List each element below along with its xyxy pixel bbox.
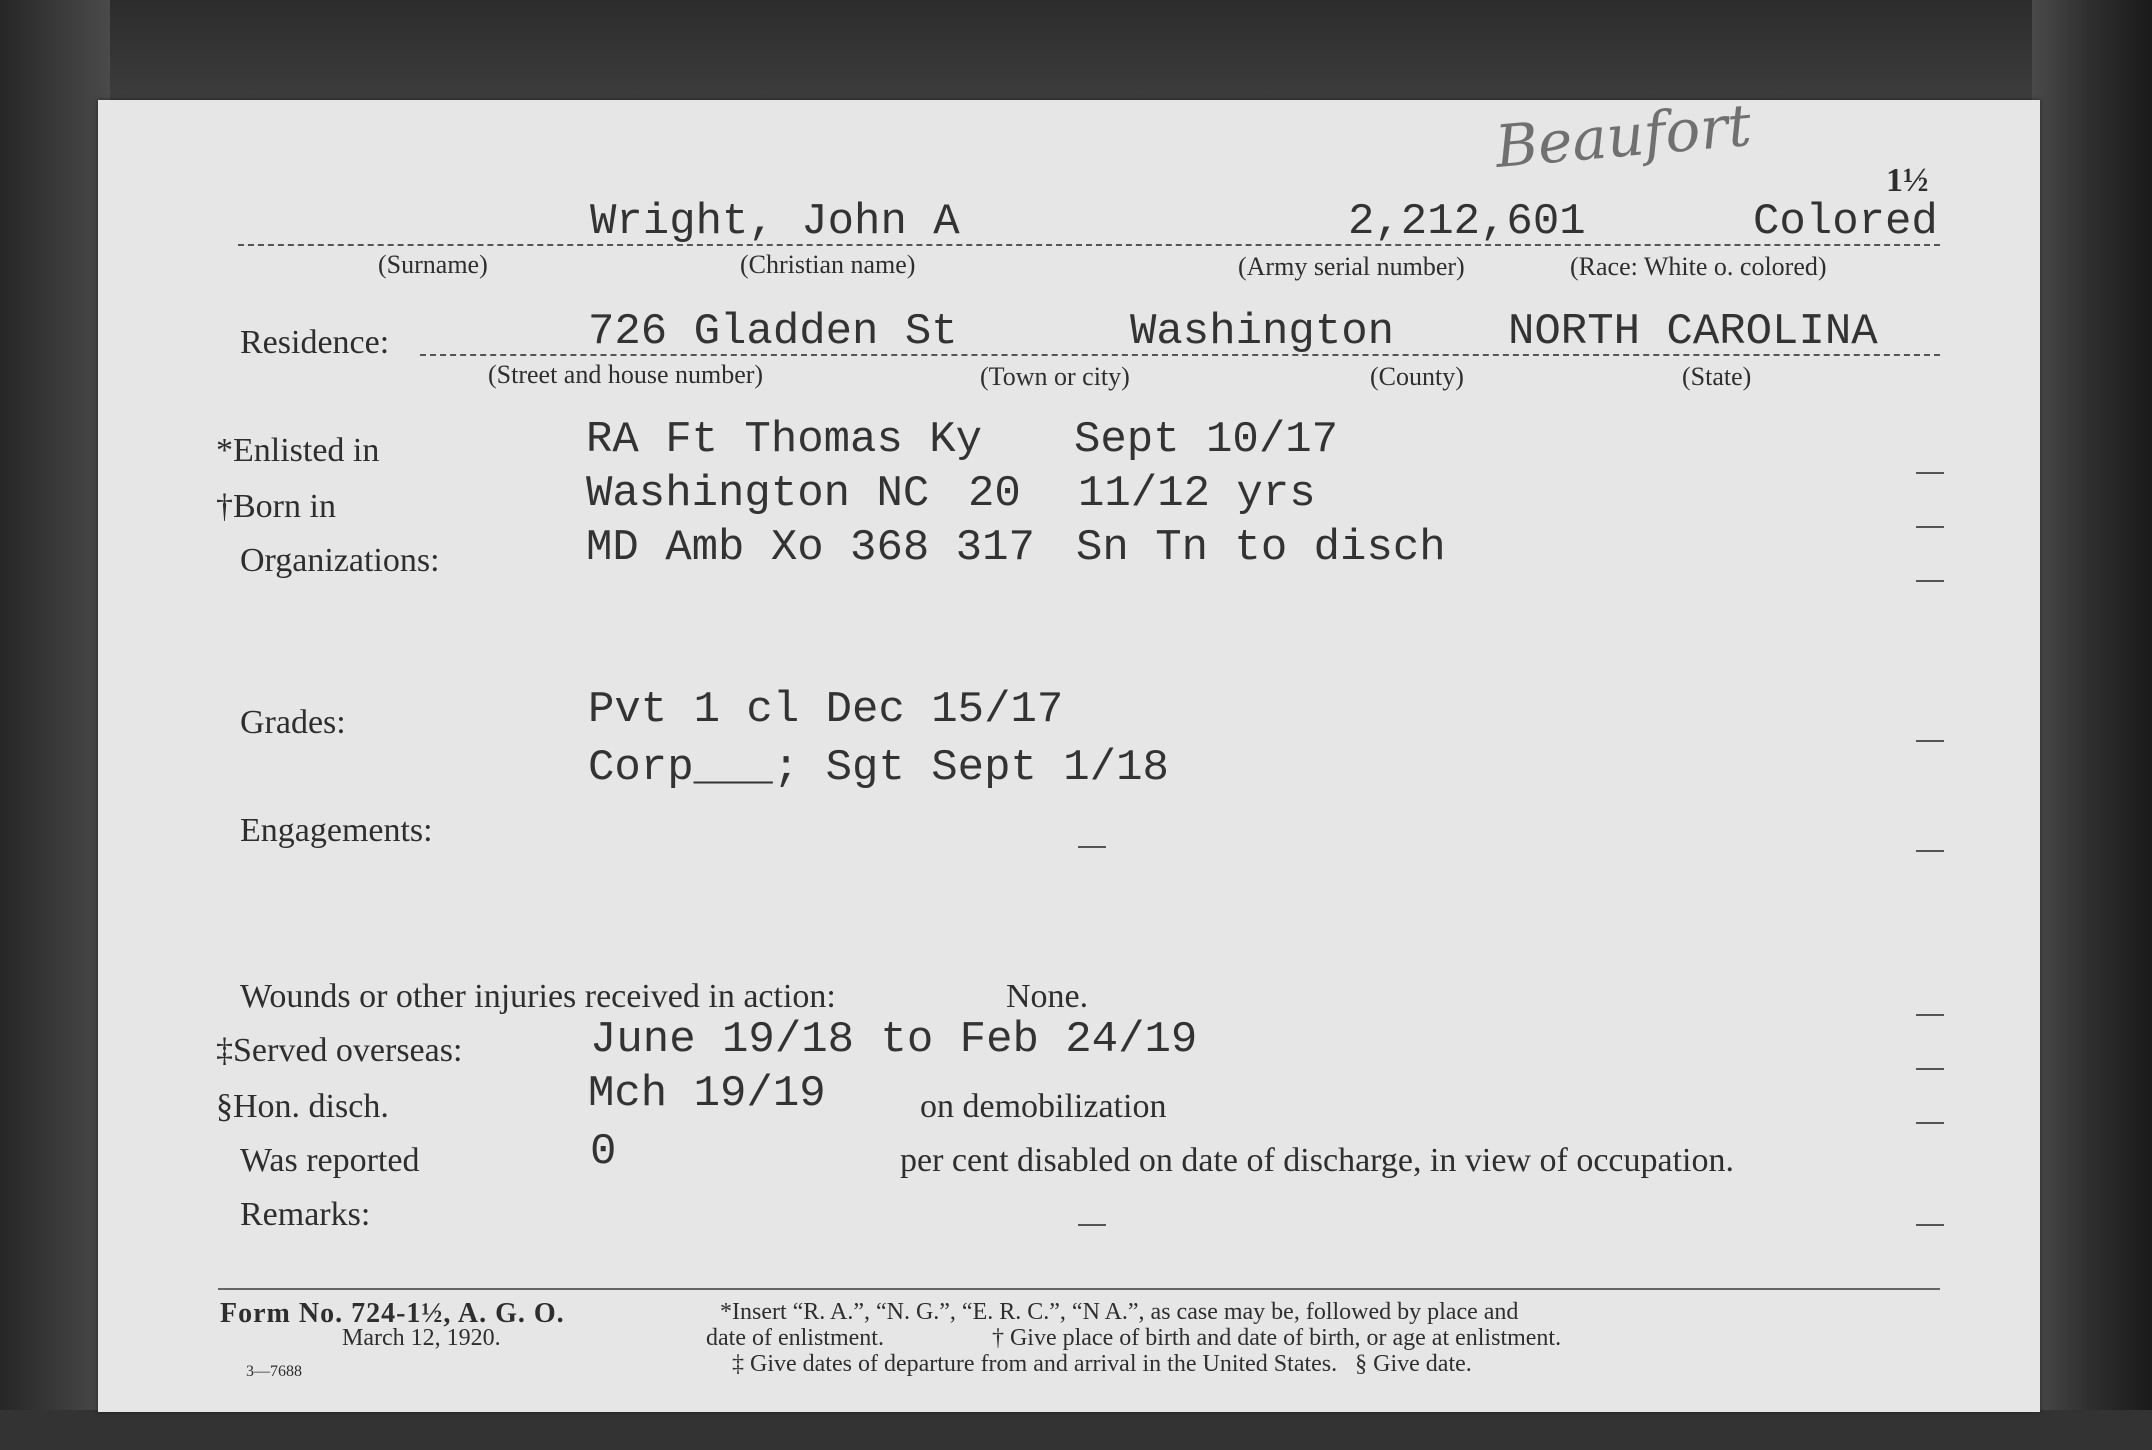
dash-mark xyxy=(1916,1014,1944,1016)
dash-mark xyxy=(1916,1224,1944,1226)
hon-disch-label: §Hon. disch. xyxy=(216,1088,389,1125)
enlisted-label: *Enlisted in xyxy=(216,432,380,469)
scan-background-left xyxy=(0,0,110,1450)
grades-line-1: Pvt 1 cl Dec 15/17 xyxy=(588,685,1064,735)
dash-mark xyxy=(1916,526,1944,528)
organizations-label: Organizations: xyxy=(240,542,440,579)
residence-state: NORTH CAROLINA xyxy=(1508,307,1878,357)
soldier-name: Wright, John A xyxy=(590,197,960,247)
reported-percent: 0 xyxy=(590,1127,617,1177)
reported-text: per cent disabled on date of discharge, in view of occupation. xyxy=(900,1142,1734,1179)
served-overseas-label: ‡Served overseas: xyxy=(216,1032,463,1069)
grades-line-2: Corp___; Sgt Sept 1/18 xyxy=(588,743,1169,793)
residence-label: Residence: xyxy=(240,324,390,361)
enlisted-date: Sept 10/17 xyxy=(1074,415,1339,465)
scan-background-top xyxy=(0,0,2152,110)
grades-label: Grades: xyxy=(240,704,346,741)
residence-rule xyxy=(420,354,1940,356)
reported-label: Was reported xyxy=(240,1142,420,1179)
hon-disch-reason: on demobilization xyxy=(920,1088,1167,1125)
dash-mark xyxy=(1916,1068,1944,1070)
footnote-line-1: *Insert “R. A.”, “N. G.”, “E. R. C.”, “N A.”, as case may be, followed by place and xyxy=(720,1299,1519,1325)
handwritten-county-note: Beaufort xyxy=(1492,90,1754,181)
print-code: 3—7688 xyxy=(246,1363,302,1380)
wounds-label: Wounds or other injuries received in action: xyxy=(240,978,836,1015)
dash-mark xyxy=(1078,846,1106,848)
born-age-years: 20 xyxy=(968,469,1021,519)
born-label: †Born in xyxy=(216,488,336,525)
town-caption: (Town or city) xyxy=(980,362,1130,391)
dash-mark xyxy=(1916,472,1944,474)
scan-background-bottom xyxy=(0,1410,2152,1450)
dash-mark xyxy=(1916,1122,1944,1124)
hon-disch-date: Mch 19/19 xyxy=(588,1069,826,1119)
born-place: Washington NC xyxy=(586,469,930,519)
christian-name-caption: (Christian name) xyxy=(740,250,916,279)
footnote-line-3: ‡ Give dates of departure from and arrival in the United States. § Give date. xyxy=(732,1351,1472,1377)
state-caption: (State) xyxy=(1682,362,1752,391)
serial-caption: (Army serial number) xyxy=(1238,252,1465,281)
footnote-line-2: date of enlistment. † Give place of birth and date of birth, or age at enlistment. xyxy=(706,1325,1562,1351)
dash-mark xyxy=(1916,740,1944,742)
organizations-tail: Sn Tn to disch xyxy=(1076,523,1446,573)
form-date: March 12, 1920. xyxy=(342,1325,501,1351)
race-caption: (Race: White o. colored) xyxy=(1570,252,1827,281)
scan-background-right xyxy=(2032,0,2152,1450)
race-value: Colored xyxy=(1753,197,1938,247)
dash-mark xyxy=(1916,580,1944,582)
county-caption: (County) xyxy=(1370,362,1464,391)
service-record-card xyxy=(98,90,2040,1412)
corner-mark: 1½ xyxy=(1886,162,1929,199)
residence-street: 726 Gladden St xyxy=(588,307,958,357)
form-number: Form No. 724-1½, A. G. O. xyxy=(220,1298,565,1329)
surname-caption: (Surname) xyxy=(378,250,488,279)
dash-mark xyxy=(1078,1224,1106,1226)
residence-town: Washington xyxy=(1130,307,1395,357)
served-overseas-value: June 19/18 to Feb 24/19 xyxy=(590,1015,1198,1065)
wounds-value: None. xyxy=(1006,978,1089,1015)
dash-mark xyxy=(1916,850,1944,852)
engagements-label: Engagements: xyxy=(240,812,433,849)
street-caption: (Street and house number) xyxy=(488,360,764,389)
born-age-fraction: 11/12 yrs xyxy=(1078,469,1316,519)
remarks-label: Remarks: xyxy=(240,1196,371,1233)
header-rule xyxy=(238,244,1940,246)
army-serial-number: 2,212,601 xyxy=(1348,197,1586,247)
footer-rule xyxy=(218,1288,1940,1290)
organizations-value: MD Amb Xo 368 317 xyxy=(586,523,1035,573)
enlisted-place: RA Ft Thomas Ky xyxy=(586,415,983,465)
